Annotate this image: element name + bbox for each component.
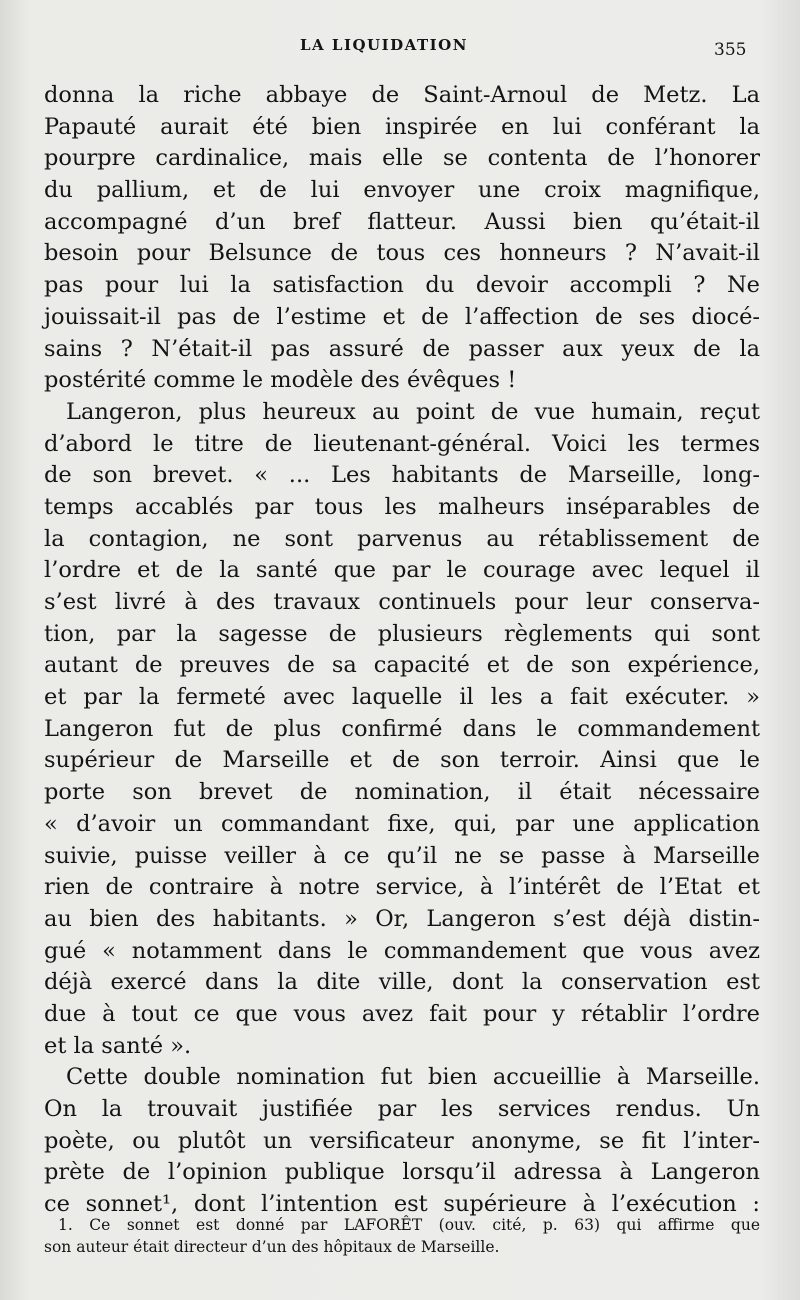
text-line: jouissait-il pas de l’estime et de l’affection de ses diocé-: [44, 303, 760, 330]
text-line: s’est livré à des travaux continuels pour leur conserva-: [44, 589, 760, 615]
text-line: du pallium, et de lui envoyer une croix magnifique,: [44, 177, 760, 204]
footnote-line: 1. Ce sonnet est donné par LAFORÊT (ouv. cité, p. 63) qui affirme que: [58, 1216, 760, 1234]
text-line: Langeron fut de plus confirmé dans le commandement: [44, 715, 760, 742]
text-line: poète, ou plutôt un versificateur anonyme, se fit l’inter-: [44, 1127, 760, 1154]
text-line: et par la fermeté avec laquelle il les a fait exécuter. »: [44, 684, 760, 711]
text-line: de son brevet. « ... Les habitants de Marseille, long-: [44, 462, 760, 489]
text-line: l’ordre et de la santé que par le courage avec lequel il: [44, 557, 760, 584]
text-line: d’abord le titre de lieutenant-général. Voici les termes: [44, 430, 760, 457]
text-line: pourpre cardinalice, mais elle se contenta de l’honorer: [44, 145, 760, 172]
text-line: postérité comme le modèle des évêques !: [44, 367, 517, 394]
text-line: due à tout ce que vous avez fait pour y rétablir l’ordre: [44, 1000, 760, 1027]
text-line: accompagné d’un bref flatteur. Aussi bien qu’était-il: [44, 208, 760, 235]
text-line: supérieur de Marseille et de son terroir. Ainsi que le: [44, 747, 760, 774]
text-line: déjà exercé dans la dite ville, dont la conservation est: [44, 969, 760, 996]
footnote-line: son auteur était directeur d’un des hôpitaux de Marseille.: [44, 1238, 500, 1256]
text-line: tion, par la sagesse de plusieurs règlements qui sont: [44, 620, 760, 647]
text-line: pas pour lui la satisfaction du devoir accompli ? Ne: [44, 272, 760, 299]
text-line: On la trouvait justifiée par les services rendus. Un: [44, 1096, 760, 1122]
running-title: LA LIQUIDATION: [300, 36, 468, 54]
text-line: besoin pour Belsunce de tous ces honneurs ? N’avait-il: [44, 240, 760, 267]
text-line: Cette double nomination fut bien accueillie à Marseille.: [66, 1064, 760, 1091]
text-line: Langeron, plus heureux au point de vue humain, reçut: [66, 398, 760, 425]
footnote: [44, 1214, 760, 1258]
text-line: ce sonnet¹, dont l’intention est supérieure à l’exécution :: [44, 1191, 760, 1218]
text-line: la contagion, ne sont parvenus au rétablissement de: [44, 525, 760, 552]
text-line: Papauté aurait été bien inspirée en lui conférant la: [44, 113, 760, 140]
text-line: rien de contraire à notre service, à l’intérêt de l’Etat et: [44, 874, 760, 901]
text-line: temps accablés par tous les malheurs inséparables de: [44, 493, 760, 520]
text-line: autant de preuves de sa capacité et de son expérience,: [44, 652, 760, 679]
text-line: porte son brevet de nomination, il était nécessaire: [44, 779, 760, 806]
text-line: « d’avoir un commandant fixe, qui, par une application: [44, 810, 760, 837]
text-line: et la santé ».: [44, 1032, 192, 1059]
page-number: 355: [714, 40, 747, 60]
text-line: suivie, puisse veiller à ce qu’il ne se passe à Marseille: [44, 842, 760, 869]
text-line: gué « notamment dans le commandement que vous avez: [44, 937, 760, 964]
text-line: donna la riche abbaye de Saint-Arnoul de Metz. La: [44, 82, 760, 108]
text-line: prète de l’opinion publique lorsqu’il adressa à Langeron: [44, 1159, 760, 1186]
page-header: [0, 36, 800, 60]
body-text: [44, 80, 760, 1221]
text-line: au bien des habitants. » Or, Langeron s’est déjà distin-: [44, 905, 760, 932]
text-line: sains ? N’était-il pas assuré de passer aux yeux de la: [44, 335, 760, 362]
